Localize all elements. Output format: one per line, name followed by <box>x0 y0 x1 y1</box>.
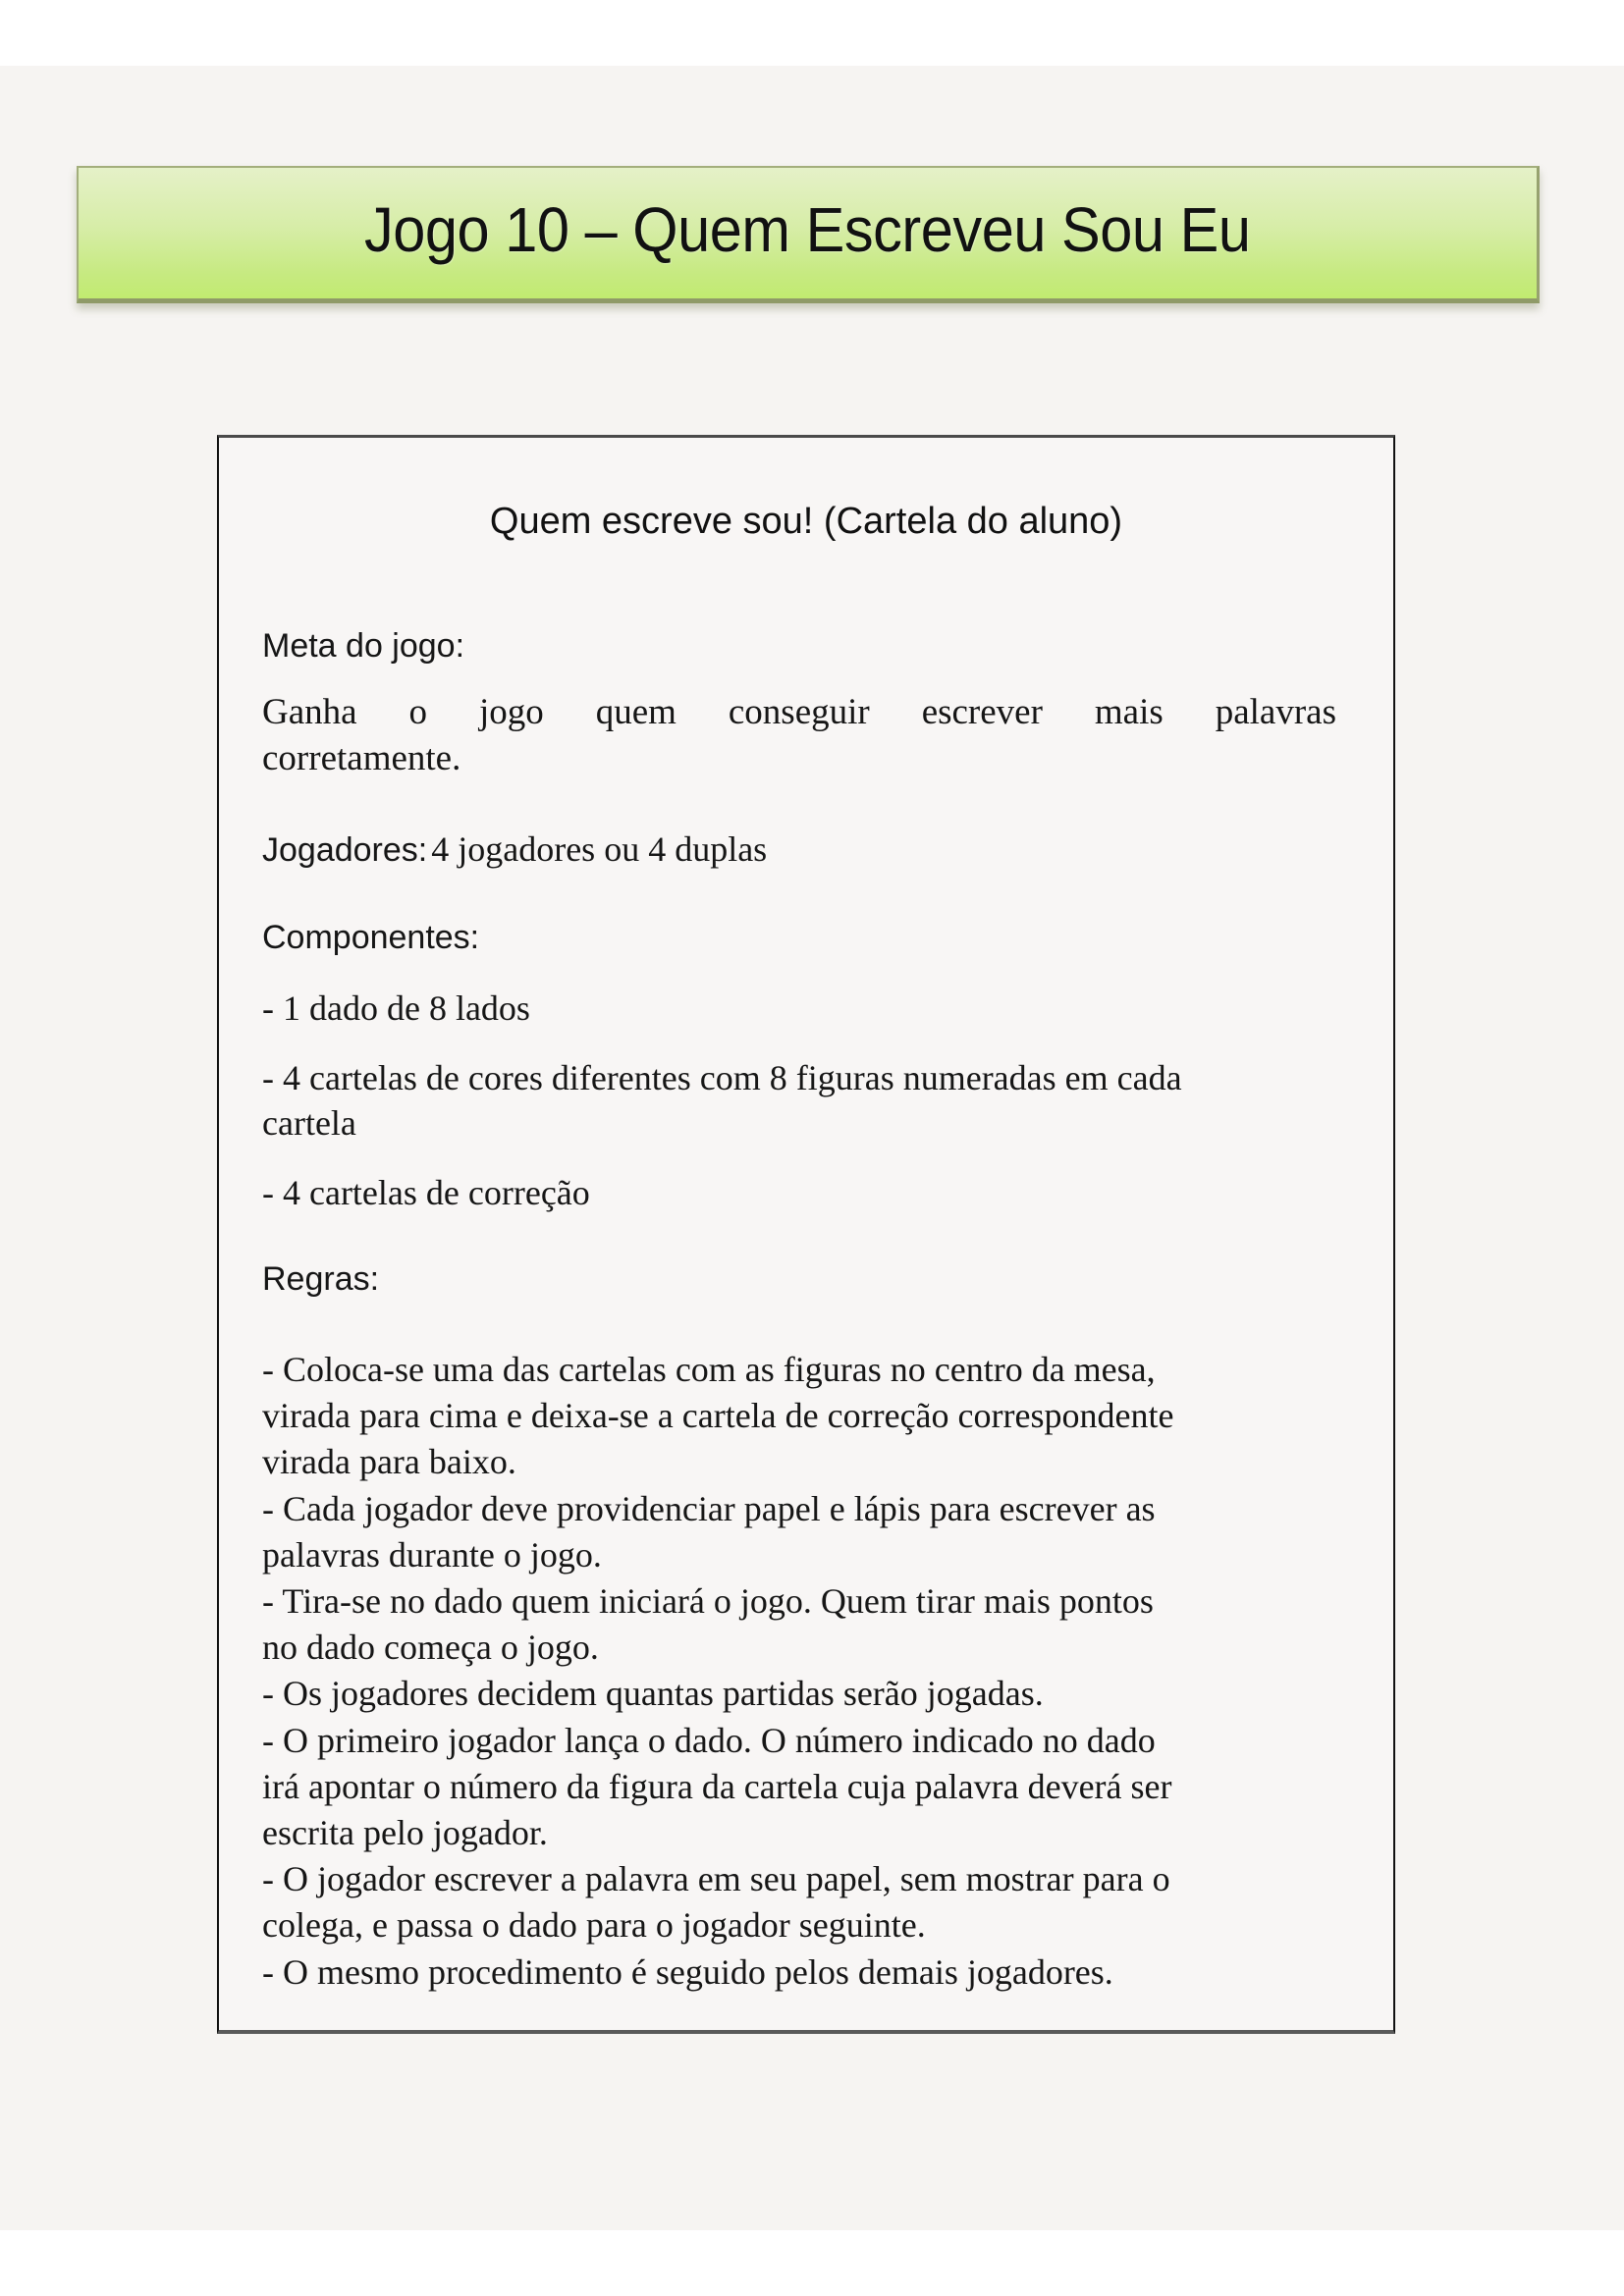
regra-item-1-line-2: virada para cima e deixa-se a cartela de correção correspondente <box>262 1396 1174 1436</box>
jogadores-line <box>262 828 767 870</box>
meta-heading: Meta do jogo: <box>262 627 465 665</box>
regra-item-7-line-1: - O mesmo procedimento é seguido pelos demais jogadores. <box>262 1951 1113 1992</box>
title-banner <box>77 166 1540 303</box>
componente-item-2-line-1: - 4 cartelas de cores diferentes com 8 figuras numeradas em cada <box>262 1058 1182 1097</box>
regra-item-2-line-2: palavras durante o jogo. <box>262 1534 602 1575</box>
meta-word: mais <box>1094 692 1164 732</box>
meta-word: Ganha <box>262 692 357 732</box>
jogadores-value: 4 jogadores ou 4 duplas <box>431 829 768 869</box>
regra-item-1-line-1: - Coloca-se uma das cartelas com as figuras no centro da mesa, <box>262 1350 1156 1389</box>
page-title: Jogo 10 – Quem Escreveu Sou Eu <box>364 193 1251 265</box>
meta-word: escrever <box>921 692 1043 732</box>
meta-text-line-1 <box>262 691 1336 733</box>
meta-word: quem <box>595 692 677 732</box>
regra-item-2-line-1: - Cada jogador deve providenciar papel e lápis para escrever as <box>262 1488 1156 1528</box>
meta-word: palavras <box>1215 692 1336 732</box>
componente-item-3-line-1: - 4 cartelas de correção <box>262 1173 590 1212</box>
componente-item-1-line-1: - 1 dado de 8 lados <box>262 988 530 1028</box>
regra-item-4-line-1: - Os jogadores decidem quantas partidas serão jogadas. <box>262 1674 1044 1714</box>
game-card <box>217 435 1395 2034</box>
componentes-heading: Componentes: <box>262 919 480 956</box>
meta-word: conseguir <box>728 692 870 732</box>
regra-item-5-line-1: - O primeiro jogador lança o dado. O número indicado no dado <box>262 1720 1156 1760</box>
regra-item-5-line-2: irá apontar o número da figura da cartela cuja palavra deverá ser <box>262 1766 1172 1806</box>
regras-heading: Regras: <box>262 1260 380 1298</box>
regra-item-1-line-3: virada para baixo. <box>262 1442 516 1482</box>
regra-item-6-line-1: - O jogador escrever a palavra em seu papel, sem mostrar para o <box>262 1859 1170 1899</box>
meta-word: jogo <box>478 692 544 732</box>
meta-word: o <box>408 692 428 732</box>
jogadores-label: Jogadores: <box>262 831 428 869</box>
card-subtitle: Quem escreve sou! (Cartela do aluno) <box>489 501 1123 542</box>
regra-item-5-line-3: escrita pelo jogador. <box>262 1813 548 1852</box>
regra-item-6-line-2: colega, e passa o dado para o jogador seguinte. <box>262 1905 926 1946</box>
componente-item-2-line-2: cartela <box>262 1103 356 1143</box>
meta-text-line-2: corretamente. <box>262 738 461 778</box>
regra-item-3-line-1: - Tira-se no dado quem iniciará o jogo. Quem tirar mais pontos <box>262 1581 1154 1621</box>
regra-item-3-line-2: no dado começa o jogo. <box>262 1628 599 1668</box>
